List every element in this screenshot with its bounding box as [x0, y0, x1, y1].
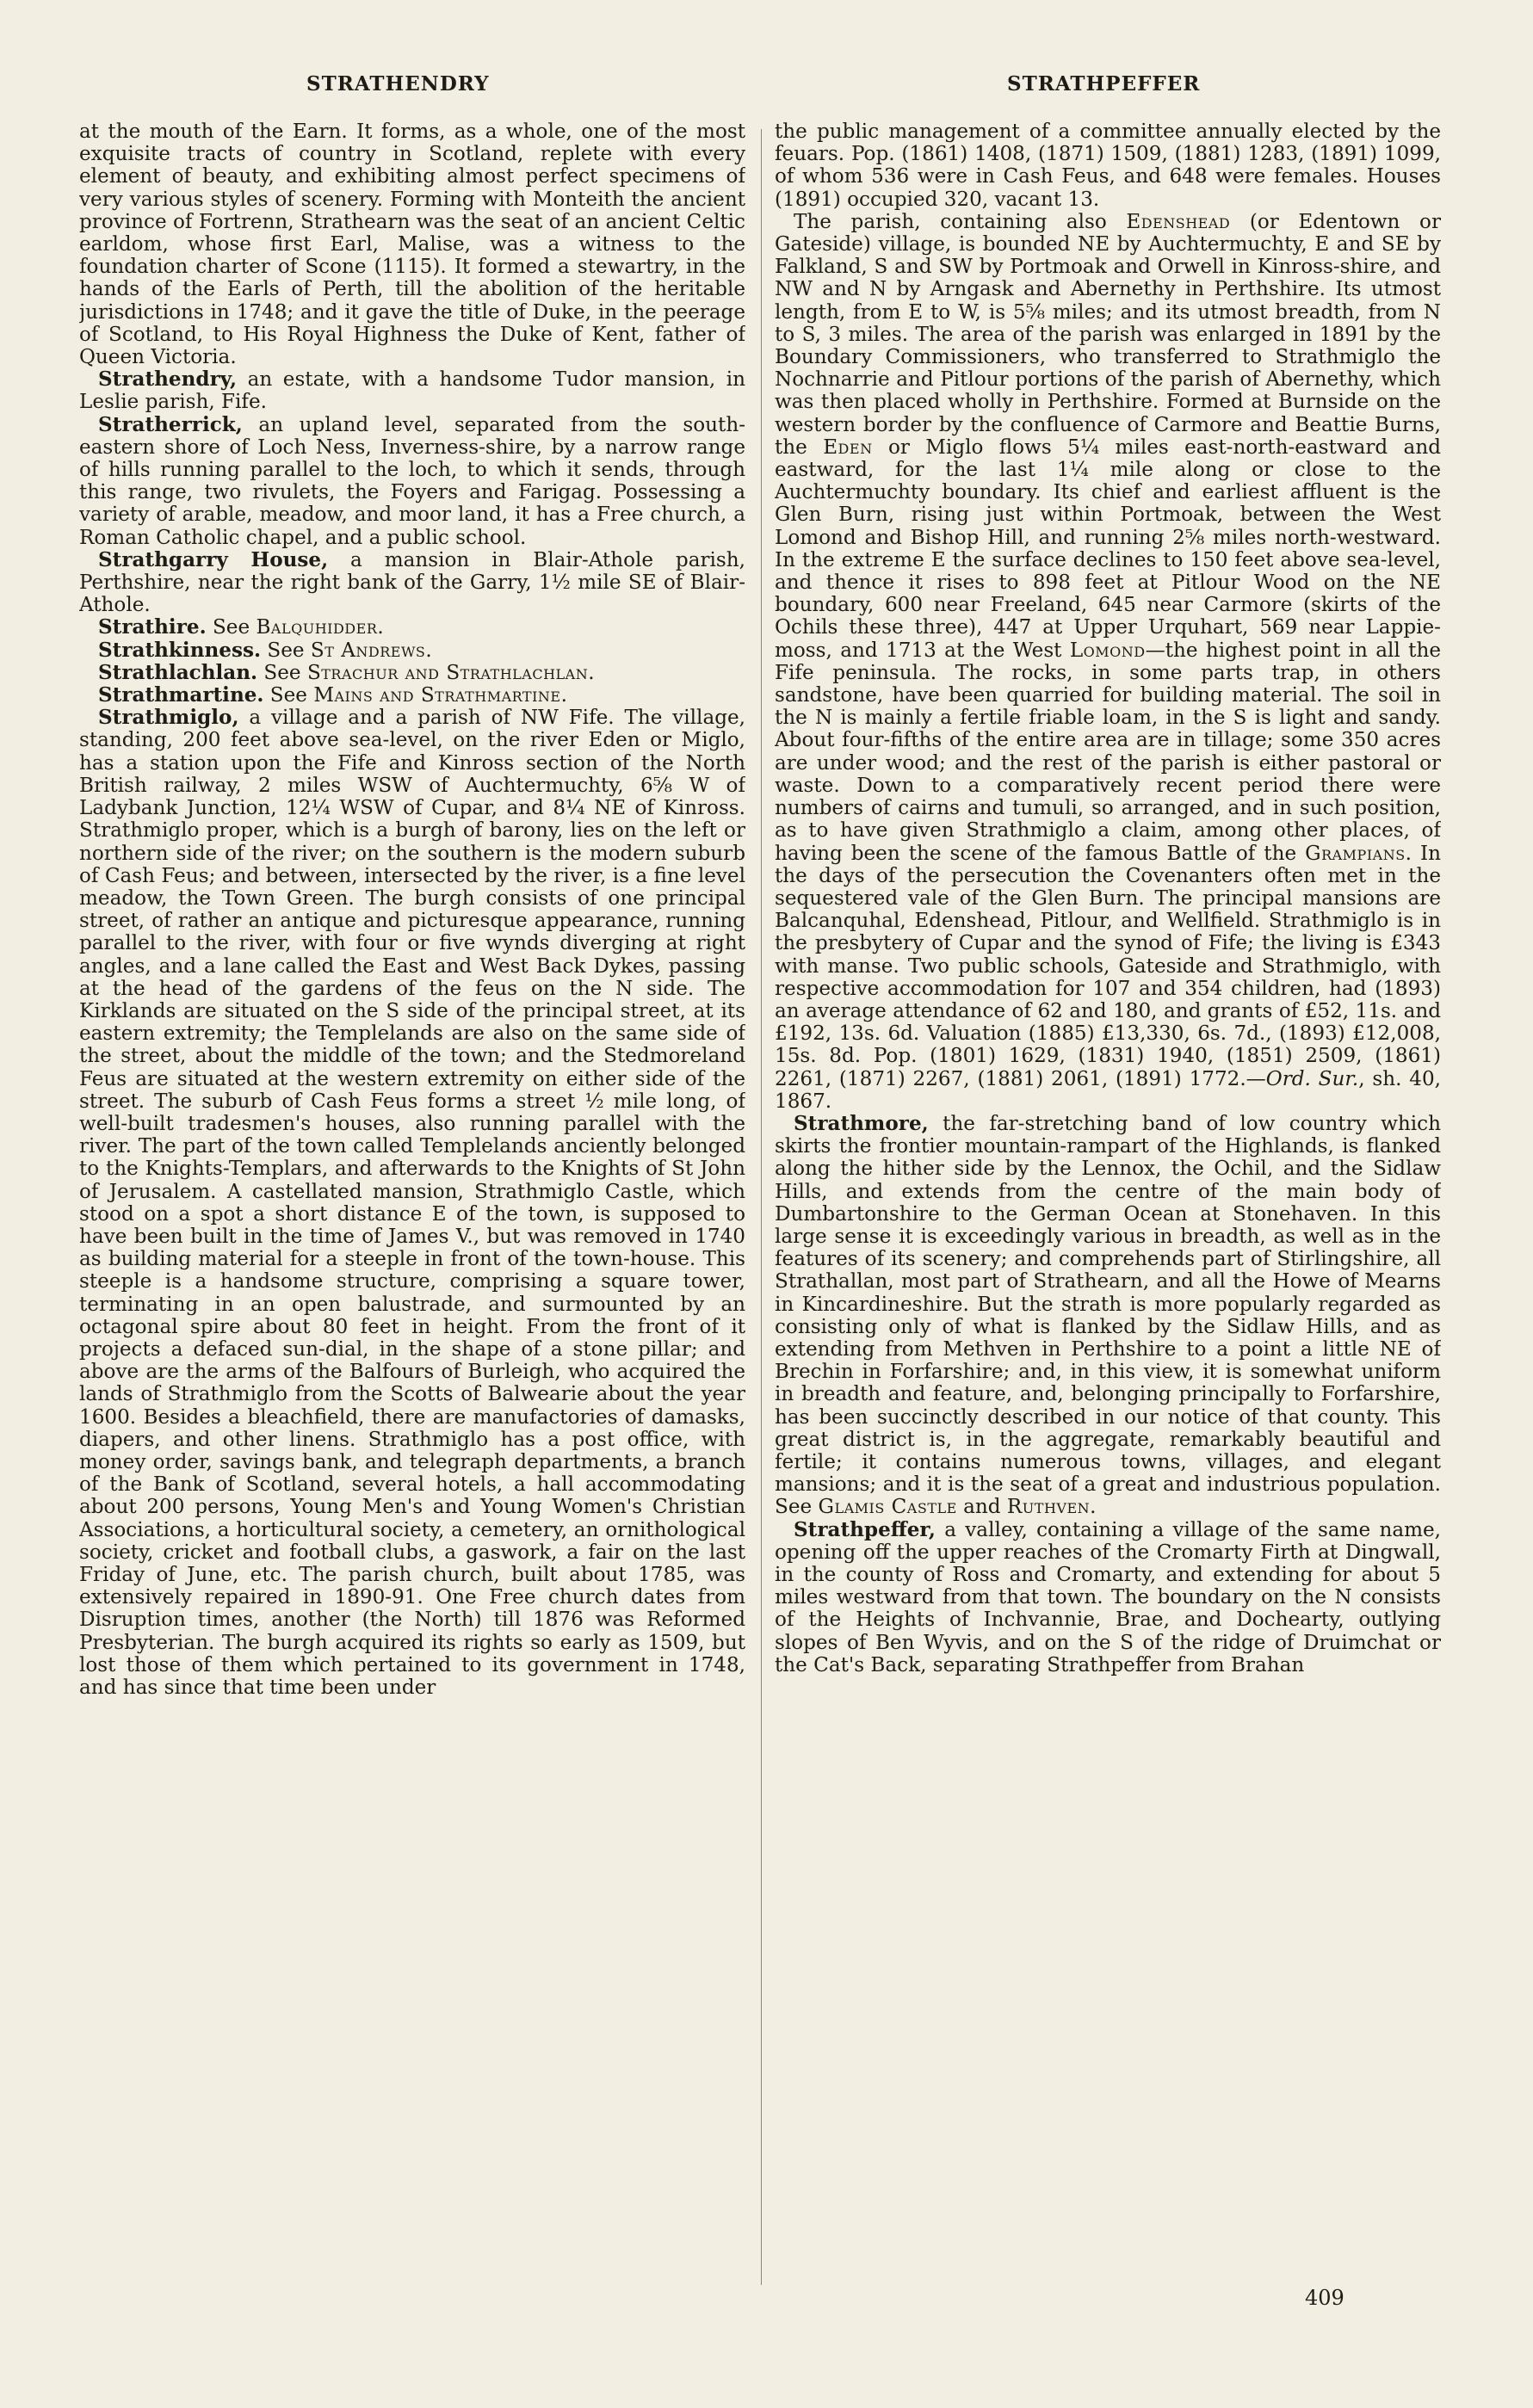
see-text: See [261, 639, 311, 662]
text-run: , sh. 40, 1867. [775, 1067, 1441, 1113]
italic-text: Ord. Sur. [1265, 1067, 1359, 1090]
cross-reference: Lomond [1069, 639, 1146, 662]
entry-body: a valley, containing a village of the same name, opening off the upper reaches of the Cromarty Firth at Dingwall, in the county of Ross and Cromarty, and extending for about 5 miles westward from that town. The boundary on the N consists of the Heights of Inchvannie, Brae, and Dochearty, outlying slopes of Ben Wyvis, and on the S of the ridge of Druimchat or the Cat's Back, separating Strathpeffer from Brahan [775, 1518, 1441, 1676]
see-text: See [206, 616, 257, 639]
entry-strathmore [775, 1113, 1441, 1519]
text-run: or Miglo flows 5¼ miles east-north-eastward and eastward, for the last 1¼ mile along or close to the Auchtermuchty boundary. Its chief and earliest affluent is the Glen Burn, rising just within Portmoak, between the West Lomond and Bishop Hill, and running 2⅝ miles north-westward. In the extreme E the surface declines to 150 feet above sea-level, and thence it rises to 898 feet at Pitlour Wood on the NE boundary, 600 near Freeland, 645 near Carmore (skirts of the Ochils these three), 447 at Upper Urquhart, 569 near Lappie-moss, and 1713 at the West [775, 435, 1441, 662]
cross-reference: Grampians [1305, 842, 1406, 865]
header-right: STRATHPEFFER [1007, 72, 1201, 96]
entry-strathmiglo [79, 707, 745, 1699]
running-header [0, 72, 1533, 107]
text-run: The parish, containing also [794, 210, 1127, 233]
entry-head: Strathgarry House, [98, 547, 329, 571]
text-run: . [1090, 1496, 1097, 1519]
entry-head: Stratherrick, [98, 412, 243, 436]
entry-head: Strathire. [98, 615, 207, 639]
entry-body: the far-stretching band of low country which skirts the frontier mountain-rampart of the Highlands, is flanked along the hither side by the Lennox, the Ochil, and the Sidlaw Hills, and extends from the centre of the main body of Dumbartonshire to the German Ocean at Stonehaven. In this large sense it is exceedingly various in breadth, as well as in the features of its scenery; and comprehends part of Stirlingshire, all Strathallan, most part of Strathearn, and all the Howe of Mearns in Kincardineshire. But the strath is more popularly regarded as consisting only of what is flanked by the Sidlaw Hills, and as extending from Methven in Perthshire to a point a little NE of Brechin in Forfarshire; and, in this view, it is somewhat uniform in breadth and feature, and, belonging principally to Forfarshire, has been succinctly described in our notice of that county. This great district is, in the aggregate, remarkably beautiful and fertile; it contains numerous towns, villages, and elegant mansions; and it is the seat of a great and industrious population. See [775, 1112, 1441, 1519]
paragraph-strathmiglo-cont: the public management of a committee annually elected by the feuars. Pop. (1861) 1408, (1871) 1509, (1881) 1283, (1891) 1099, of whom 536 were in Cash Feus, and 648 were females. Houses (1891) occupied 320, vacant 13. [775, 120, 1441, 211]
text-run: and [956, 1496, 1007, 1519]
entry-strathpeffer [775, 1519, 1441, 1676]
text-run: . In the days of the persecution the Covenanters often met in the sequestered vale of the Glen Burn. The principal mansions are Balcanquhal, Edenshead, Pitlour, and Wellfield. Strathmiglo is in the presbytery of Cupar and the synod of Fife; the living is £343 with manse. Two public schools, Gateside and Strathmiglo, with respective accommodation for 107 and 354 children, had (1893) an average attendance of 62 and 180, and grants of £52, 11s. and £192, 13s. 6d. Valuation (1885) £13,330, 6s. 7d., (1893) £12,008, 15s. 8d. Pop. (1801) 1629, (1831) 1940, (1851) 2509, (1861) 2261, (1871) 2267, (1881) 2061, (1891) 1772.— [775, 842, 1441, 1090]
cross-reference: Strachur and Strathlachlan. [306, 661, 596, 684]
cross-reference: Eden [823, 435, 873, 459]
entry-strathgarry-house [79, 549, 745, 617]
cross-reference: Mains and Strathmartine. [313, 684, 568, 707]
entry-strathkinness [79, 639, 745, 662]
cross-reference: Edenshead [1126, 210, 1231, 233]
text-run: —the highest point in all the Fife peninsula. The rocks, in some parts trap, in others sandstone, have been quarried for building material. The soil in the N is mainly a fertile friable loam, in the S is light and sandy. About four-fifths of the entire area are in tillage; some 350 acres are under wood; and the rest of the parish is either pastoral or waste. Down to a comparatively recent period there were numbers of cairns and tumuli, so arranged, and in such position, as to have given Strathmiglo a claim, among other places, of having been the scene of the famous Battle of the [775, 639, 1441, 865]
entry-head: Strathmiglo, [98, 706, 239, 730]
right-column [775, 120, 1441, 2289]
entry-strathire [79, 616, 745, 639]
entry-body: a village and a parish of NW Fife. The village, standing, 200 feet above sea-level, on the river Eden or Miglo, has a station upon the Fife and Kinross section of the North British railway, 2 miles WSW of Auchtermuchty, 6⅝ W of Ladybank Junction, 12¼ WSW of Cupar, and 8¼ NE of Kinross. Strathmiglo proper, which is a burgh of barony, lies on the left or northern side of the river; on the southern is the modern suburb of Cash Feus; and between, intersected by the river, is a fine level meadow, the Town Green. The burgh consists of one principal street, of rather an antique and picturesque appearance, running parallel to the river, with four or five wynds diverging at right angles, and a lane called the East and West Back Dykes, passing at the head of the gardens of the feus on the N side. The Kirklands are situated on the S side of the principal street, at its eastern extremity; the Templelands are also on the same side of the street, about the middle of the town; and the Stedmoreland Feus are situated at the western extremity on either side of the street. The suburb of Cash Feus forms a street ½ mile long, of well-built tradesmen's houses, also running parallel with the river. The part of the town called Templelands anciently belonged to the Knights-Templars, and afterwards to the Knights of St John of Jerusalem. A castellated mansion, Strathmiglo Castle, which stood on a spot a short distance E of the town, is supposed to have been built in the time of James V., but was removed in 1740 as building material for a steeple in front of the town-house. This steeple is a handsome structure, comprising a square tower, terminating in an open balustrade, and surmounted by an octagonal spire about 80 feet in height. From the front of it projects a defaced sun-dial, in the shape of a stone pillar; and above are the arms of the Balfours of Burleigh, who acquired the lands of Strathmiglo from the Scotts of Balwearie about the year 1600. Besides a bleachfield, there are manufactories of damasks, diapers, and other linens. Strathmiglo has a post office, with money order, savings bank, and telegraph departments, a branch of the Bank of Scotland, several hotels, a hall accommodating about 200 persons, Young Men's and Young Women's Christian Associations, a horticultural society, a cemetery, an ornithological society, cricket and football clubs, a gaswork, a fair on the last Friday of June, etc. The parish church, built about 1785, was extensively repaired in 1890-91. One Free church dates from Disruption times, another (the North) till 1876 was Reformed Presbyterian. The burgh acquired its rights so early as 1509, but lost those of them which pertained to its government in 1748, and has since that time been under [79, 707, 745, 1700]
left-column [79, 120, 745, 2289]
see-text: See [263, 684, 314, 707]
header-left: STRATHENDRY [306, 72, 490, 96]
entry-head: Strathmore, [794, 1111, 929, 1135]
entry-stratherrick [79, 414, 745, 549]
cross-reference: Glamis Castle [818, 1496, 957, 1519]
entry-strathmartine [79, 684, 745, 707]
paragraph-strathearn-cont: at the mouth of the Earn. It forms, as a whole, one of the most exquisite tracts of country in Scotland, replete with every element of beauty, and exhibiting almost perfect specimens of very various styles of scenery. Forming with Monteith the ancient province of Fortrenn, Strathearn was the seat of an ancient Celtic earldom, whose first Earl, Malise, was a witness to the foundation charter of Scone (1115). It formed a stewartry, in the hands of the Earls of Perth, till the abolition of the heritable jurisdictions in 1748; and it gave the title of Duke, in the peerage of Scotland, to His Royal Highness the Duke of Kent, father of Queen Victoria. [79, 120, 745, 369]
entry-head: Strathkinness. [98, 638, 262, 662]
page-number: 409 [1305, 2286, 1344, 2310]
entry-strathendry [79, 368, 745, 413]
column-divider [761, 129, 762, 2285]
cross-reference: Balquhidder. [256, 616, 385, 639]
entry-body: an upland level, separated from the south-eastern shore of Loch Ness, Inverness-shire, by a narrow range of hills running parallel to the loch, to which it sends, through this range, two rivulets, the Foyers and Farigag. Possessing a variety of arable, meadow, and moor land, it has a Free church, a Roman Catholic chapel, and a public school. [79, 413, 745, 549]
entry-head: Strathpeffer, [794, 1517, 936, 1541]
entry-head: Strathendry, [98, 367, 237, 392]
entry-body: a mansion in Blair-Athole parish, Perthshire, near the right bank of the Garry, 1½ mile SE of Blair-Athole. [79, 548, 745, 617]
see-text: See [257, 661, 307, 684]
entry-head: Strathmartine. [98, 683, 264, 707]
cross-reference: Ruthven [1006, 1496, 1091, 1519]
text-run: (or Edentown or Gateside) village, is bounded NE by Auchtermuchty, E and SE by Falkland, S and SW by Portmoak and Orwell in Kinross-shire, and NW and N by Arngask and Abernethy in Perthshire. Its utmost length, from E to W, is 5⅝ miles; and its utmost breadth, from N to S, 3 miles. The area of the parish was enlarged in 1891 by the Boundary Commissioners, who transferred to Strathmiglo the Nochnarrie and Pitlour portions of the parish of Abernethy, which was then placed wholly in Perthshire. Formed at Burnside on the western border by the confluence of Carmore and Beattie Burns, the [775, 210, 1441, 459]
cross-reference: St Andrews. [310, 639, 433, 662]
entry-head: Strathlachlan. [98, 660, 258, 684]
paragraph-strathmiglo-parish [775, 211, 1441, 1113]
entry-strathlachlan [79, 662, 745, 684]
entry-body: an estate, with a handsome Tudor mansion, in Leslie parish, Fife. [79, 368, 745, 414]
